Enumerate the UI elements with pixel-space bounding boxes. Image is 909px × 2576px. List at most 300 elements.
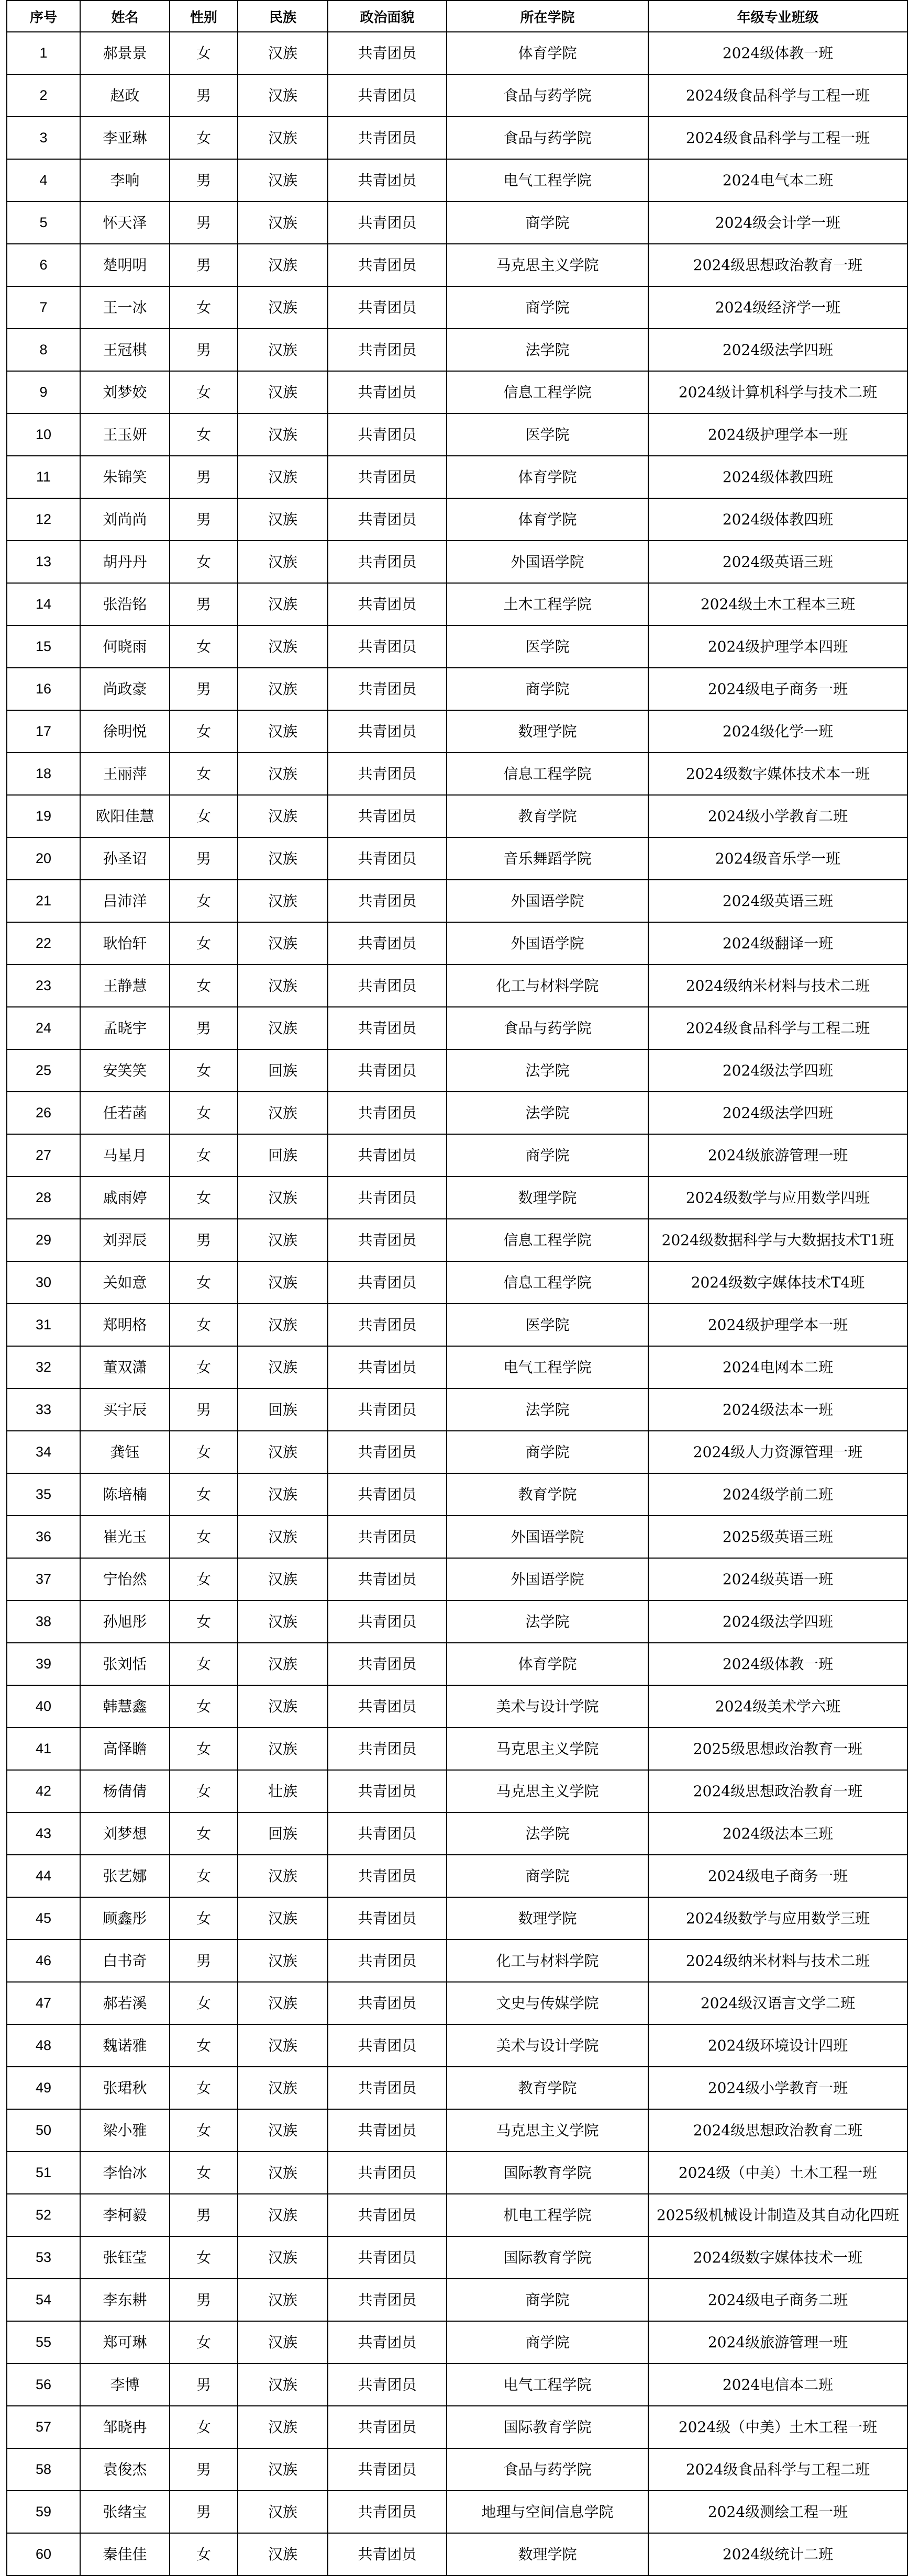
cell-political-status: 共青团员 — [328, 117, 447, 159]
cell-ethnicity: 汉族 — [238, 2024, 328, 2067]
cell-name: 李怡冰 — [80, 2152, 170, 2194]
cell-index: 30 — [7, 1261, 80, 1304]
cell-index: 55 — [7, 2321, 80, 2364]
cell-class: 2024电信本二班 — [648, 2364, 907, 2406]
cell-ethnicity: 汉族 — [238, 965, 328, 1007]
cell-name: 宁怡然 — [80, 1558, 170, 1600]
cell-class: 2024级体教一班 — [648, 1643, 907, 1685]
cell-class: 2024级汉语言文学二班 — [648, 1982, 907, 2024]
cell-political-status: 共青团员 — [328, 2321, 447, 2364]
cell-gender: 女 — [170, 2406, 238, 2448]
cell-ethnicity: 汉族 — [238, 2152, 328, 2194]
table-row — [7, 2279, 907, 2321]
cell-gender: 女 — [170, 965, 238, 1007]
cell-gender: 女 — [170, 1346, 238, 1388]
cell-college: 食品与药学院 — [447, 2448, 648, 2491]
header-college: 所在学院 — [447, 1, 648, 32]
cell-index: 29 — [7, 1219, 80, 1261]
cell-class: 2025级英语三班 — [648, 1516, 907, 1558]
cell-college: 美术与设计学院 — [447, 2024, 648, 2067]
cell-gender: 女 — [170, 1897, 238, 1940]
cell-political-status: 共青团员 — [328, 753, 447, 795]
cell-gender: 男 — [170, 244, 238, 286]
cell-college: 法学院 — [447, 329, 648, 371]
cell-college: 土木工程学院 — [447, 583, 648, 625]
cell-college: 体育学院 — [447, 1643, 648, 1685]
cell-name: 刘梦想 — [80, 1812, 170, 1855]
cell-index: 37 — [7, 1558, 80, 1600]
cell-college: 信息工程学院 — [447, 1261, 648, 1304]
cell-ethnicity: 汉族 — [238, 710, 328, 753]
cell-class: 2024级数字媒体技术一班 — [648, 2236, 907, 2279]
cell-name: 怀天泽 — [80, 201, 170, 244]
cell-political-status: 共青团员 — [328, 1516, 447, 1558]
cell-gender: 女 — [170, 371, 238, 413]
table-row — [7, 1388, 907, 1431]
cell-ethnicity: 汉族 — [238, 668, 328, 710]
cell-political-status: 共青团员 — [328, 2364, 447, 2406]
cell-political-status: 共青团员 — [328, 2109, 447, 2152]
cell-political-status: 共青团员 — [328, 795, 447, 837]
header-index: 序号 — [7, 1, 80, 32]
cell-index: 39 — [7, 1643, 80, 1685]
cell-name: 董双潇 — [80, 1346, 170, 1388]
cell-class: 2024级英语三班 — [648, 541, 907, 583]
cell-ethnicity: 汉族 — [238, 201, 328, 244]
cell-gender: 男 — [170, 2491, 238, 2533]
header-class: 年级专业班级 — [648, 1, 907, 32]
cell-class: 2024级法学四班 — [648, 1600, 907, 1643]
cell-class: 2024级纳米材料与技术二班 — [648, 965, 907, 1007]
cell-political-status: 共青团员 — [328, 413, 447, 456]
cell-name: 孟晓宇 — [80, 1007, 170, 1049]
cell-ethnicity: 汉族 — [238, 2448, 328, 2491]
cell-class: 2024级电子商务一班 — [648, 1855, 907, 1897]
cell-political-status: 共青团员 — [328, 1007, 447, 1049]
cell-gender: 女 — [170, 2152, 238, 2194]
cell-gender: 女 — [170, 117, 238, 159]
cell-ethnicity: 汉族 — [238, 371, 328, 413]
cell-ethnicity: 回族 — [238, 1134, 328, 1177]
cell-gender: 女 — [170, 1431, 238, 1473]
cell-college: 信息工程学院 — [447, 371, 648, 413]
cell-gender: 女 — [170, 2533, 238, 2575]
cell-gender: 男 — [170, 201, 238, 244]
cell-ethnicity: 汉族 — [238, 159, 328, 201]
cell-political-status: 共青团员 — [328, 2067, 447, 2109]
cell-college: 信息工程学院 — [447, 753, 648, 795]
table-row — [7, 2236, 907, 2279]
cell-class: 2024级电子商务二班 — [648, 2279, 907, 2321]
cell-gender: 女 — [170, 753, 238, 795]
cell-gender: 女 — [170, 1558, 238, 1600]
cell-ethnicity: 汉族 — [238, 2109, 328, 2152]
member-roster-table — [6, 0, 908, 2576]
cell-college: 马克思主义学院 — [447, 1770, 648, 1812]
cell-index: 10 — [7, 413, 80, 456]
cell-name: 韩慧鑫 — [80, 1685, 170, 1728]
cell-index: 48 — [7, 2024, 80, 2067]
table-row — [7, 74, 907, 117]
table-row — [7, 413, 907, 456]
table-row — [7, 2194, 907, 2236]
table-row — [7, 1134, 907, 1177]
cell-ethnicity: 汉族 — [238, 1940, 328, 1982]
cell-name: 张钰莹 — [80, 2236, 170, 2279]
cell-college: 教育学院 — [447, 1473, 648, 1516]
cell-college: 体育学院 — [447, 498, 648, 541]
cell-class: 2024级环境设计四班 — [648, 2024, 907, 2067]
cell-gender: 女 — [170, 880, 238, 922]
table-row — [7, 1897, 907, 1940]
cell-ethnicity: 壮族 — [238, 1770, 328, 1812]
cell-college: 法学院 — [447, 1092, 648, 1134]
table-row — [7, 625, 907, 668]
cell-college: 化工与材料学院 — [447, 1940, 648, 1982]
table-row — [7, 2533, 907, 2575]
cell-ethnicity: 汉族 — [238, 2491, 328, 2533]
cell-gender: 女 — [170, 922, 238, 965]
table-row — [7, 159, 907, 201]
cell-index: 5 — [7, 201, 80, 244]
cell-class: 2024级体教四班 — [648, 498, 907, 541]
cell-ethnicity: 汉族 — [238, 456, 328, 498]
cell-political-status: 共青团员 — [328, 201, 447, 244]
cell-college: 商学院 — [447, 2279, 648, 2321]
table-row — [7, 2406, 907, 2448]
table-row — [7, 1473, 907, 1516]
cell-name: 刘尚尚 — [80, 498, 170, 541]
cell-political-status: 共青团员 — [328, 2236, 447, 2279]
cell-index: 59 — [7, 2491, 80, 2533]
cell-gender: 女 — [170, 1982, 238, 2024]
cell-college: 国际教育学院 — [447, 2152, 648, 2194]
cell-ethnicity: 汉族 — [238, 1007, 328, 1049]
table-row — [7, 2152, 907, 2194]
cell-index: 9 — [7, 371, 80, 413]
cell-name: 龚钰 — [80, 1431, 170, 1473]
cell-political-status: 共青团员 — [328, 2194, 447, 2236]
cell-college: 法学院 — [447, 1388, 648, 1431]
cell-college: 国际教育学院 — [447, 2236, 648, 2279]
cell-college: 医学院 — [447, 413, 648, 456]
cell-class: 2024级人力资源管理一班 — [648, 1431, 907, 1473]
table-row — [7, 2109, 907, 2152]
cell-ethnicity: 汉族 — [238, 2533, 328, 2575]
cell-gender: 女 — [170, 710, 238, 753]
cell-gender: 女 — [170, 1049, 238, 1092]
cell-index: 51 — [7, 2152, 80, 2194]
cell-ethnicity: 汉族 — [238, 2321, 328, 2364]
cell-class: 2024级会计学一班 — [648, 201, 907, 244]
cell-index: 2 — [7, 74, 80, 117]
cell-index: 4 — [7, 159, 80, 201]
cell-gender: 女 — [170, 2236, 238, 2279]
cell-name: 尚政豪 — [80, 668, 170, 710]
table-row — [7, 1431, 907, 1473]
table-row — [7, 2321, 907, 2364]
cell-index: 1 — [7, 32, 80, 74]
cell-class: 2024级旅游管理一班 — [648, 1134, 907, 1177]
cell-index: 17 — [7, 710, 80, 753]
cell-gender: 女 — [170, 2321, 238, 2364]
cell-ethnicity: 汉族 — [238, 1304, 328, 1346]
cell-college: 食品与药学院 — [447, 74, 648, 117]
cell-college: 医学院 — [447, 625, 648, 668]
cell-college: 外国语学院 — [447, 880, 648, 922]
cell-gender: 男 — [170, 1388, 238, 1431]
cell-ethnicity: 回族 — [238, 1812, 328, 1855]
cell-index: 40 — [7, 1685, 80, 1728]
cell-index: 53 — [7, 2236, 80, 2279]
cell-name: 秦佳佳 — [80, 2533, 170, 2575]
cell-political-status: 共青团员 — [328, 1388, 447, 1431]
cell-class: 2024级电子商务一班 — [648, 668, 907, 710]
cell-index: 45 — [7, 1897, 80, 1940]
cell-index: 50 — [7, 2109, 80, 2152]
cell-college: 教育学院 — [447, 2067, 648, 2109]
header-row — [7, 1, 907, 32]
cell-political-status: 共青团员 — [328, 456, 447, 498]
cell-name: 任若菡 — [80, 1092, 170, 1134]
cell-index: 33 — [7, 1388, 80, 1431]
cell-political-status: 共青团员 — [328, 2448, 447, 2491]
cell-gender: 男 — [170, 159, 238, 201]
table-row — [7, 1600, 907, 1643]
cell-index: 3 — [7, 117, 80, 159]
cell-college: 食品与药学院 — [447, 117, 648, 159]
cell-college: 外国语学院 — [447, 541, 648, 583]
cell-index: 28 — [7, 1177, 80, 1219]
cell-index: 13 — [7, 541, 80, 583]
table-row — [7, 965, 907, 1007]
cell-ethnicity: 汉族 — [238, 795, 328, 837]
cell-gender: 女 — [170, 541, 238, 583]
cell-class: 2024级思想政治教育二班 — [648, 2109, 907, 2152]
cell-index: 60 — [7, 2533, 80, 2575]
cell-political-status: 共青团员 — [328, 244, 447, 286]
cell-gender: 女 — [170, 413, 238, 456]
table-row — [7, 1516, 907, 1558]
cell-college: 商学院 — [447, 1431, 648, 1473]
table-row — [7, 541, 907, 583]
cell-name: 郑可琳 — [80, 2321, 170, 2364]
cell-class: 2024级旅游管理一班 — [648, 2321, 907, 2364]
cell-class: 2024级法本三班 — [648, 1812, 907, 1855]
cell-class: 2024级体教四班 — [648, 456, 907, 498]
cell-political-status: 共青团员 — [328, 1770, 447, 1812]
cell-class: 2024电气本二班 — [648, 159, 907, 201]
cell-class: 2024级法本一班 — [648, 1388, 907, 1431]
cell-index: 57 — [7, 2406, 80, 2448]
cell-political-status: 共青团员 — [328, 2152, 447, 2194]
cell-college: 音乐舞蹈学院 — [447, 837, 648, 880]
cell-gender: 女 — [170, 1177, 238, 1219]
cell-college: 法学院 — [447, 1049, 648, 1092]
cell-class: 2024级食品科学与工程二班 — [648, 1007, 907, 1049]
cell-ethnicity: 汉族 — [238, 286, 328, 329]
cell-ethnicity: 汉族 — [238, 2364, 328, 2406]
cell-political-status: 共青团员 — [328, 837, 447, 880]
cell-class: 2024级数据科学与大数据技术T1班 — [648, 1219, 907, 1261]
cell-index: 12 — [7, 498, 80, 541]
cell-gender: 女 — [170, 1516, 238, 1558]
cell-class: 2024级数字媒体技术T4班 — [648, 1261, 907, 1304]
table-row — [7, 1092, 907, 1134]
cell-college: 国际教育学院 — [447, 2406, 648, 2448]
cell-index: 21 — [7, 880, 80, 922]
cell-college: 数理学院 — [447, 710, 648, 753]
cell-gender: 男 — [170, 1940, 238, 1982]
cell-college: 电气工程学院 — [447, 159, 648, 201]
cell-class: 2024级小学教育二班 — [648, 795, 907, 837]
cell-political-status: 共青团员 — [328, 2279, 447, 2321]
header-name: 姓名 — [80, 1, 170, 32]
cell-gender: 女 — [170, 1770, 238, 1812]
cell-gender: 女 — [170, 1600, 238, 1643]
cell-political-status: 共青团员 — [328, 1049, 447, 1092]
cell-political-status: 共青团员 — [328, 880, 447, 922]
cell-ethnicity: 汉族 — [238, 244, 328, 286]
cell-class: 2024级思想政治教育一班 — [648, 244, 907, 286]
cell-political-status: 共青团员 — [328, 1177, 447, 1219]
cell-college: 商学院 — [447, 1134, 648, 1177]
cell-name: 孙圣诏 — [80, 837, 170, 880]
cell-ethnicity: 汉族 — [238, 541, 328, 583]
cell-ethnicity: 汉族 — [238, 74, 328, 117]
cell-college: 数理学院 — [447, 1177, 648, 1219]
cell-political-status: 共青团员 — [328, 1940, 447, 1982]
cell-political-status: 共青团员 — [328, 498, 447, 541]
cell-class: 2024级护理学本一班 — [648, 413, 907, 456]
cell-class: 2024级体教一班 — [648, 32, 907, 74]
cell-class: 2024级法学四班 — [648, 1092, 907, 1134]
table-row — [7, 2448, 907, 2491]
cell-political-status: 共青团员 — [328, 1134, 447, 1177]
cell-name: 李柯毅 — [80, 2194, 170, 2236]
cell-name: 马星月 — [80, 1134, 170, 1177]
cell-college: 文史与传媒学院 — [447, 1982, 648, 2024]
cell-political-status: 共青团员 — [328, 159, 447, 201]
cell-index: 47 — [7, 1982, 80, 2024]
cell-class: 2024级英语一班 — [648, 1558, 907, 1600]
cell-gender: 男 — [170, 668, 238, 710]
table-row — [7, 1982, 907, 2024]
cell-name: 刘羿辰 — [80, 1219, 170, 1261]
cell-class: 2024级测绘工程一班 — [648, 2491, 907, 2533]
cell-class: 2024级小学教育一班 — [648, 2067, 907, 2109]
cell-index: 42 — [7, 1770, 80, 1812]
cell-college: 商学院 — [447, 1855, 648, 1897]
cell-index: 54 — [7, 2279, 80, 2321]
cell-gender: 女 — [170, 32, 238, 74]
table-row — [7, 1770, 907, 1812]
cell-political-status: 共青团员 — [328, 625, 447, 668]
cell-index: 22 — [7, 922, 80, 965]
table-row — [7, 1007, 907, 1049]
cell-index: 58 — [7, 2448, 80, 2491]
cell-index: 14 — [7, 583, 80, 625]
cell-college: 马克思主义学院 — [447, 1728, 648, 1770]
cell-political-status: 共青团员 — [328, 922, 447, 965]
cell-ethnicity: 汉族 — [238, 1516, 328, 1558]
cell-name: 邹晓冉 — [80, 2406, 170, 2448]
cell-name: 陈培楠 — [80, 1473, 170, 1516]
cell-college: 商学院 — [447, 2321, 648, 2364]
cell-index: 44 — [7, 1855, 80, 1897]
cell-ethnicity: 汉族 — [238, 1600, 328, 1643]
table-row — [7, 329, 907, 371]
cell-name: 张刘恬 — [80, 1643, 170, 1685]
cell-class: 2024级食品科学与工程一班 — [648, 74, 907, 117]
cell-ethnicity: 汉族 — [238, 1177, 328, 1219]
cell-index: 16 — [7, 668, 80, 710]
cell-political-status: 共青团员 — [328, 2024, 447, 2067]
cell-name: 朱锦笑 — [80, 456, 170, 498]
table-row — [7, 922, 907, 965]
cell-gender: 男 — [170, 329, 238, 371]
cell-political-status: 共青团员 — [328, 668, 447, 710]
cell-class: 2024级护理学本一班 — [648, 1304, 907, 1346]
cell-gender: 男 — [170, 2364, 238, 2406]
cell-index: 38 — [7, 1600, 80, 1643]
cell-class: 2024级计算机科学与技术二班 — [648, 371, 907, 413]
table-row — [7, 456, 907, 498]
cell-name: 张绪宝 — [80, 2491, 170, 2533]
table-row — [7, 1855, 907, 1897]
cell-gender: 女 — [170, 1643, 238, 1685]
table-row — [7, 795, 907, 837]
cell-college: 医学院 — [447, 1304, 648, 1346]
cell-political-status: 共青团员 — [328, 1431, 447, 1473]
cell-gender: 女 — [170, 795, 238, 837]
cell-college: 商学院 — [447, 201, 648, 244]
header-ethnicity: 民族 — [238, 1, 328, 32]
cell-political-status: 共青团员 — [328, 2491, 447, 2533]
cell-name: 耿怡轩 — [80, 922, 170, 965]
cell-political-status: 共青团员 — [328, 329, 447, 371]
cell-class: 2024级音乐学一班 — [648, 837, 907, 880]
cell-name: 关如意 — [80, 1261, 170, 1304]
cell-political-status: 共青团员 — [328, 1982, 447, 2024]
cell-gender: 女 — [170, 2024, 238, 2067]
cell-name: 袁俊杰 — [80, 2448, 170, 2491]
cell-index: 43 — [7, 1812, 80, 1855]
cell-class: 2024级食品科学与工程一班 — [648, 117, 907, 159]
cell-name: 李博 — [80, 2364, 170, 2406]
cell-ethnicity: 汉族 — [238, 625, 328, 668]
cell-ethnicity: 汉族 — [238, 32, 328, 74]
cell-gender: 女 — [170, 2109, 238, 2152]
cell-gender: 女 — [170, 1728, 238, 1770]
cell-index: 19 — [7, 795, 80, 837]
cell-political-status: 共青团员 — [328, 1728, 447, 1770]
table-row — [7, 1685, 907, 1728]
cell-class: 2025级机械设计制造及其自动化四班 — [648, 2194, 907, 2236]
cell-ethnicity: 汉族 — [238, 498, 328, 541]
cell-index: 49 — [7, 2067, 80, 2109]
cell-class: 2024级护理学本四班 — [648, 625, 907, 668]
table-row — [7, 498, 907, 541]
cell-political-status: 共青团员 — [328, 1685, 447, 1728]
table-row — [7, 1728, 907, 1770]
table-row — [7, 1558, 907, 1600]
cell-name: 张浩铭 — [80, 583, 170, 625]
cell-class: 2024级法学四班 — [648, 1049, 907, 1092]
cell-gender: 女 — [170, 286, 238, 329]
cell-name: 刘梦姣 — [80, 371, 170, 413]
cell-ethnicity: 汉族 — [238, 117, 328, 159]
